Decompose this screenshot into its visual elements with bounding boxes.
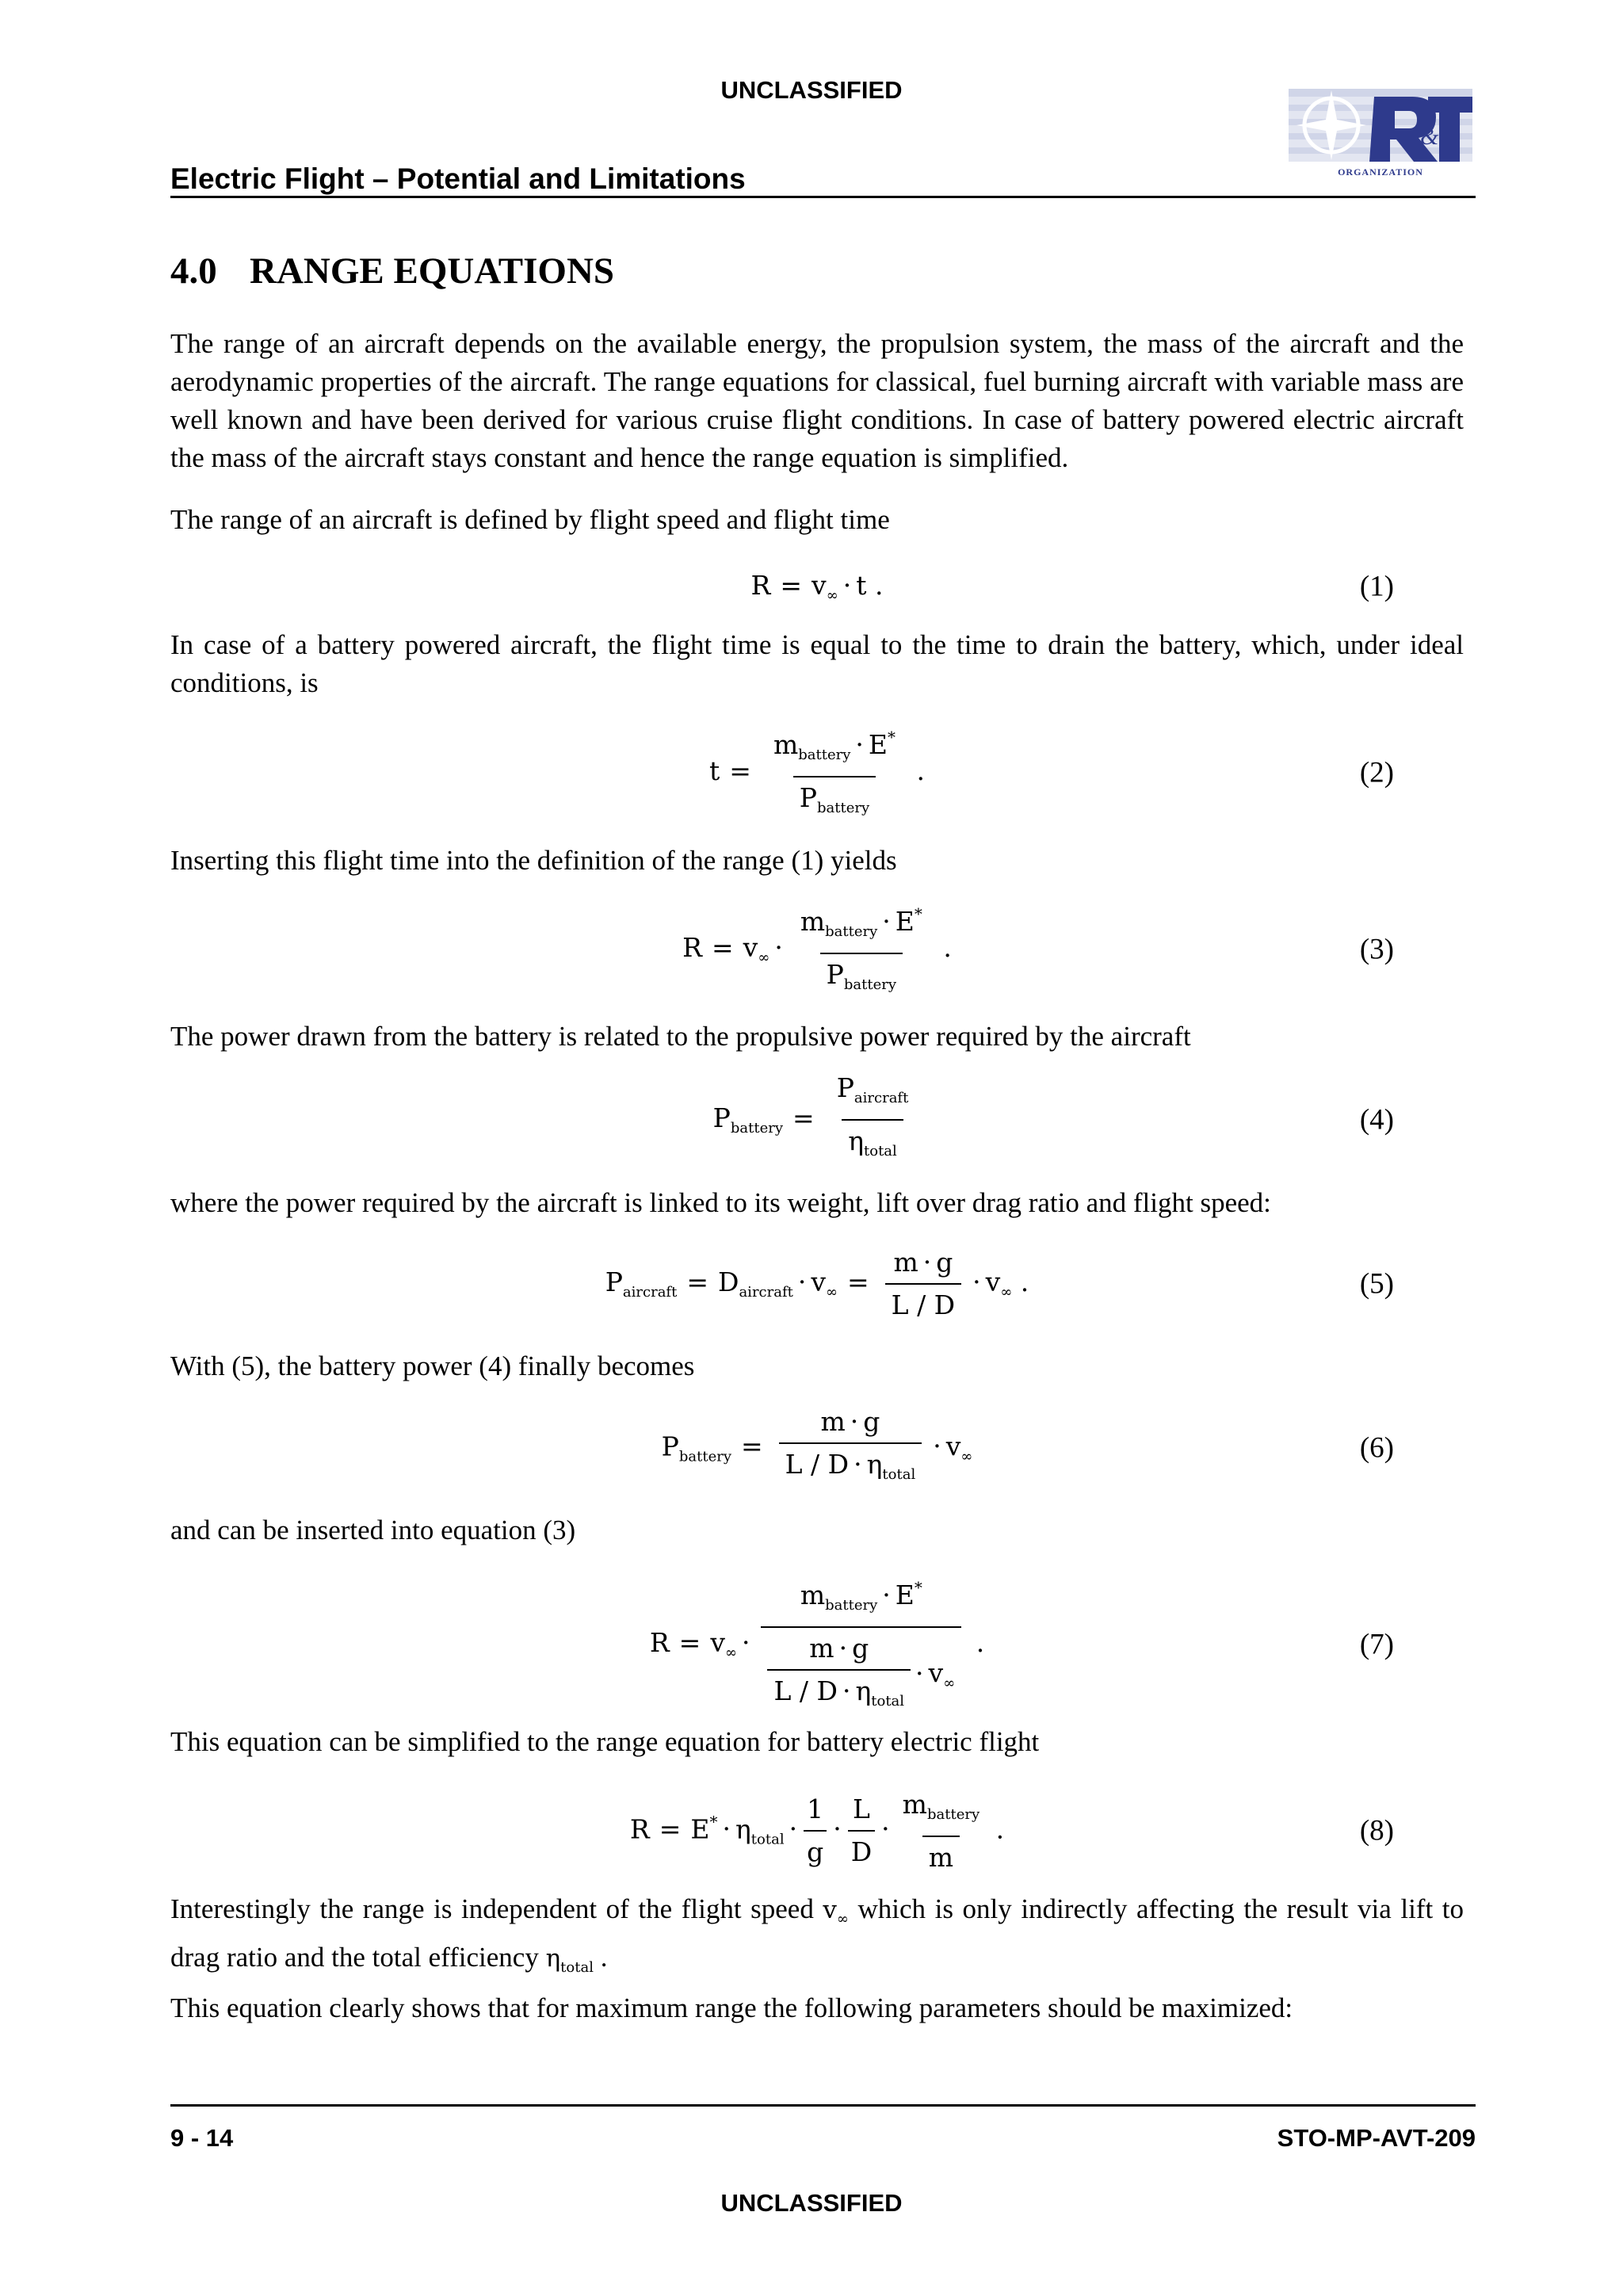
equation-number-8: (8) (1359, 1814, 1394, 1847)
paragraph-maximize: This equation clearly shows that for maximum range the following parameters should be maximized: (170, 1992, 1293, 2023)
equation-6: $P_{battery}$ = m · g $L / D \cdot \eta_{total}$ · $v_\infty$ (6) (170, 1404, 1464, 1492)
paragraph-inserted-into-3: and can be inserted into equation (3) (170, 1515, 576, 1545)
header-rule (170, 196, 1476, 198)
running-title: Electric Flight – Potential and Limitations (170, 162, 746, 195)
inline-eta-total: $\eta_{total}$ (545, 1944, 594, 1976)
equation-number-3: (3) (1359, 933, 1394, 966)
equation-number-1: (1) (1359, 570, 1394, 603)
equation-number-6: (6) (1359, 1431, 1394, 1465)
paragraph-range-definition: The range of an aircraft is defined by flight speed and flight time (170, 504, 890, 535)
document-id: STO-MP-AVT-209 (1277, 2124, 1476, 2152)
section-title: RANGE EQUATIONS (250, 250, 615, 292)
footer-rule (170, 2104, 1476, 2107)
equation-number-7: (7) (1359, 1628, 1394, 1661)
page-number: 9 - 14 (170, 2124, 234, 2152)
logo-organization-text: ORGANIZATION (1338, 166, 1423, 178)
paragraph-battery-power: The power drawn from the battery is related to the propulsive power required by the aircraft (170, 1021, 1191, 1052)
inline-v-infinity: $v_\infty$ (823, 1896, 849, 1927)
paragraph-flight-time: In case of a battery powered aircraft, the flight time is equal to the time to drain the battery, which, under ideal conditions, is (170, 629, 1464, 698)
paragraph-with-5: With (5), the battery power (4) finally becomes (170, 1350, 695, 1381)
paragraph-inserting: Inserting this flight time into the definition of the range (1) yields (170, 845, 897, 876)
equation-5: $P_{aircraft} = D_{aircraft} \cdot v_\infty$ = $\frac{m \cdot g}{L / D}$ · $v_\infty$ . (5) (605, 1247, 1394, 1320)
paragraph-simplified: This equation can be simplified to the range equation for battery electric flight (170, 1726, 1040, 1757)
paragraph-10-part-b: which is only indirectly affecting the result via lift to drag ratio and the total efficiency (170, 1893, 1464, 1973)
equation-number-5: (5) (1359, 1267, 1394, 1301)
classification-bottom: UNCLASSIFIED (720, 2189, 903, 2217)
paragraph-intro: The range of an aircraft depends on the available energy, the propulsion system, the mass of the aircraft and the aerodynamic properties of the aircraft. The range equations for classical, fuel burning aircraft with variable mass are well known and have been derived for various cruise flight conditions. In case of battery powered electric aircraft the mass of the aircraft stays constant and hence the range equation is simplified. (170, 328, 1464, 473)
paragraph-10-part-c: . (600, 1942, 608, 1973)
equation-number-2: (2) (1359, 756, 1394, 789)
section-number: 4.0 (170, 250, 217, 292)
equation-1: $R = v_\infty \cdot t$ . (1) (750, 569, 1394, 604)
paragraph-power-required: where the power required by the aircraft is linked to its weight, lift over drag ratio and flight speed: (170, 1187, 1271, 1218)
equation-3: $R = v_\infty$ · $m_{battery} \cdot E^*$ $P_{battery}$ . (3) (170, 906, 1464, 993)
equation-number-4: (4) (1359, 1103, 1394, 1137)
equation-4: $P_{battery}$ = $P_{aircraft}$ $\eta_{total}$ (4) (170, 1076, 1464, 1163)
classification-top: UNCLASSIFIED (720, 76, 903, 104)
section-heading (170, 250, 614, 292)
paragraph-10-part-a: Interestingly the range is independent of the flight speed (170, 1893, 814, 1924)
equation-7: $R = v_\infty$ · $m_{battery} \cdot E^*$ m · g $L / D \cdot \eta_{total}$ · $v_\infty$ . (7) (170, 1569, 1464, 1720)
svg-text:&: & (1420, 124, 1439, 150)
equation-2: t = $m_{battery} \cdot E^*$ $P_{battery}$ . (2) (170, 729, 1464, 816)
paragraph-independent-of-speed (170, 1890, 1464, 1987)
equation-8: $R = E^* \cdot \eta_{total}$ · $\frac{1}{g}$ · $\frac{L}{D}$ · $m_{battery}$ m . (8) (629, 1788, 1394, 1873)
rto-logo (1289, 86, 1472, 179)
